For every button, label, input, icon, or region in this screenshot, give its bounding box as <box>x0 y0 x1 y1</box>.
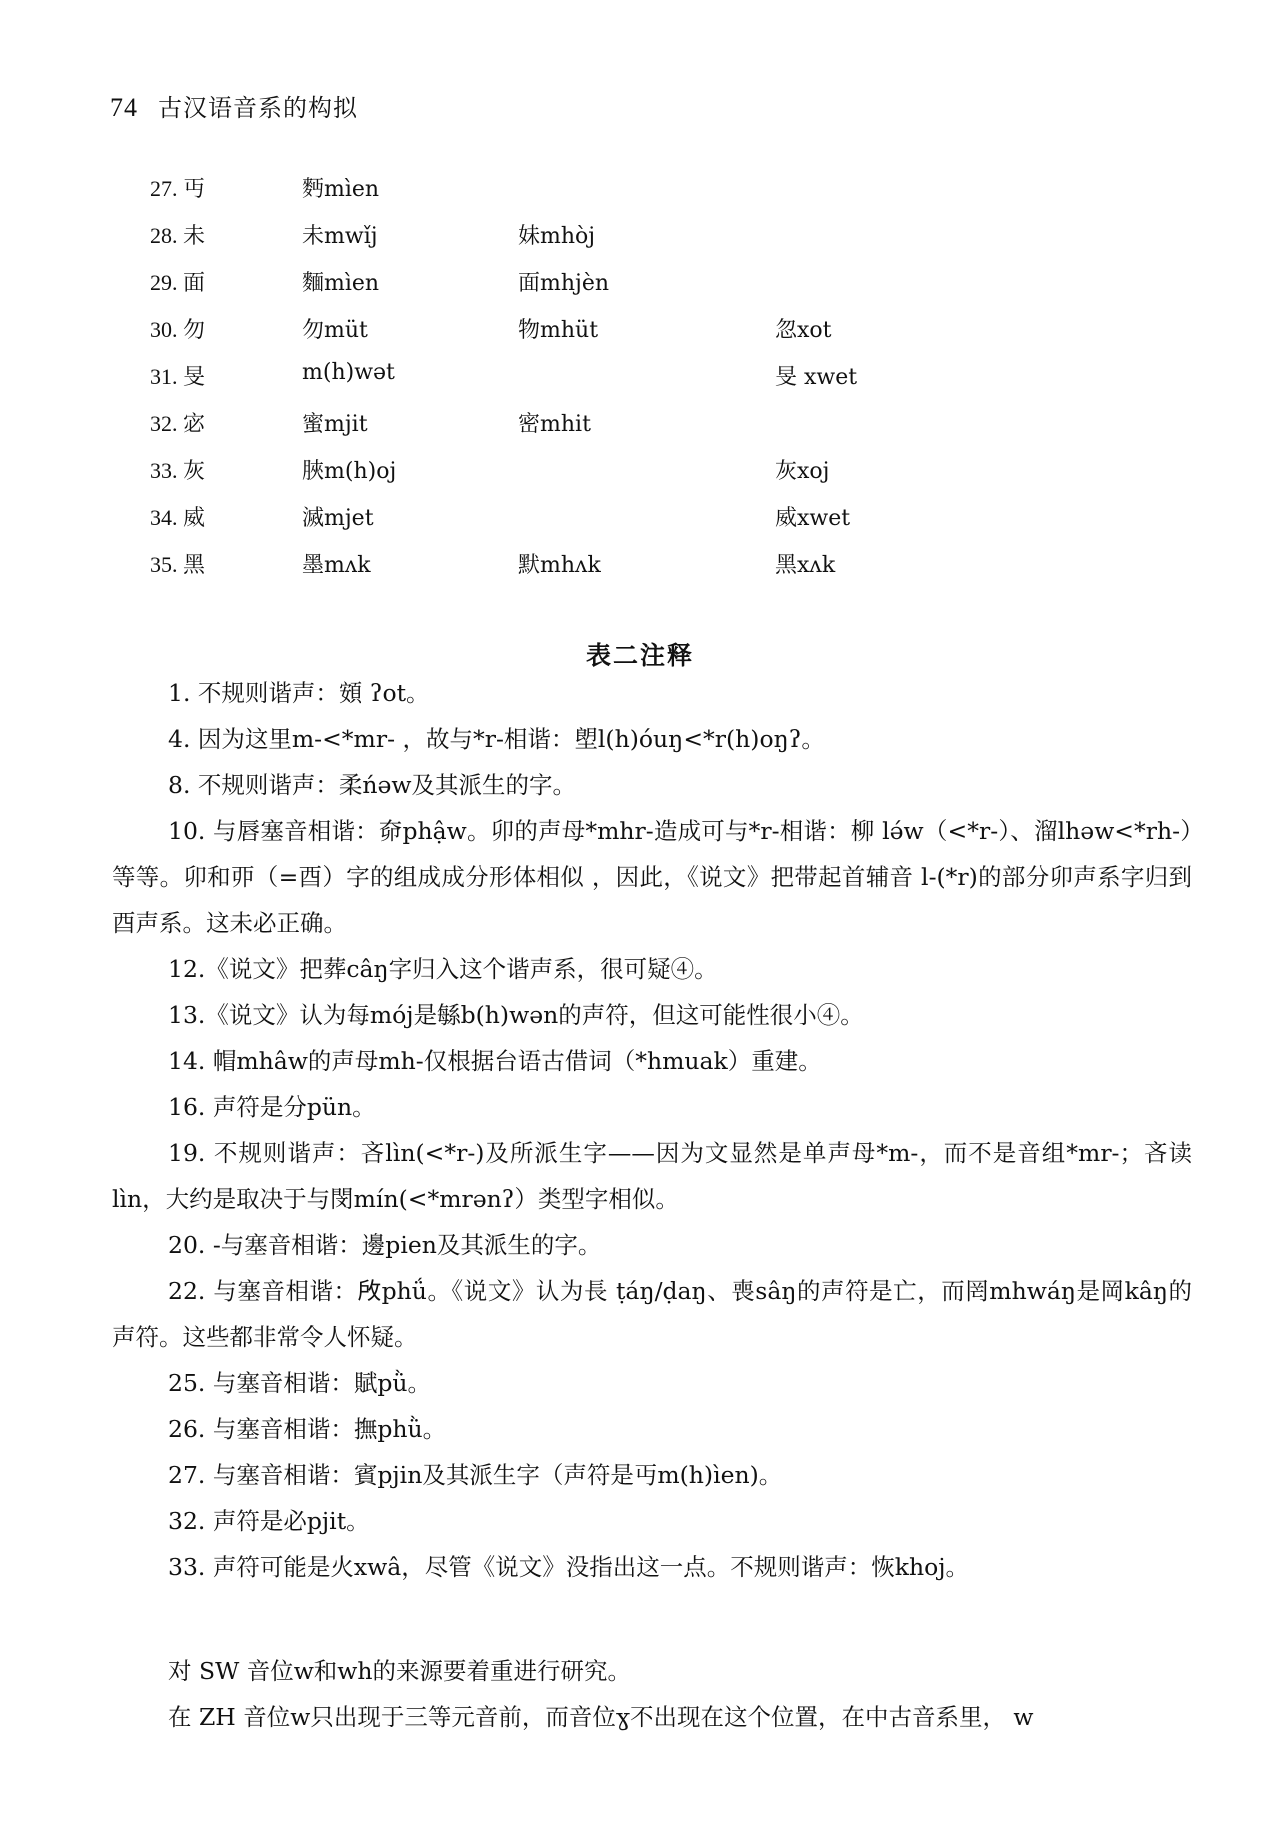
cell-col1: 麪mìen <box>302 177 380 202</box>
table-row <box>0 501 1280 548</box>
cell-col1: 未mwǐj <box>302 224 378 249</box>
row-number: 34. 威 <box>150 505 206 530</box>
cell-col1: 墨mʌk <box>302 553 371 578</box>
row-number: 30. 勿 <box>150 317 206 342</box>
cell-col3: 旻 xwet <box>775 365 858 390</box>
table-row <box>0 454 1280 501</box>
note-19: 19. 不规则谐声：吝lìn(<*r-)及所派生字——因为文显然是单声母*m-，而不是音组*mr-；吝读lìn，大约是取决于与閔mín(<*mrənʔ）类型字相似。 <box>112 1139 1192 1213</box>
cell-col2: 物mhüt <box>518 318 599 343</box>
note-26: 26. 与塞音相谐：撫phǜ。 <box>168 1415 447 1443</box>
table-row <box>0 172 1280 219</box>
cell-col1: 脥m(h)oj <box>302 459 397 484</box>
note-8: 8. 不规则谐声：柔ńəw及其派生的字。 <box>168 771 577 799</box>
cell-col3: 威xwet <box>775 506 851 531</box>
cell-col1: m(h)wət <box>302 360 395 385</box>
cell-col2: 妹mhòj <box>518 224 596 249</box>
table-row <box>0 313 1280 360</box>
cell-col3: 灰xoj <box>775 459 830 484</box>
row-number: 27. 丏 <box>150 176 206 201</box>
row-number: 35. 黑 <box>150 552 206 577</box>
notes-list <box>112 670 1192 1590</box>
cell-col1: 蜜mjit <box>302 412 368 437</box>
cell-col2: 面mhjèn <box>518 271 610 296</box>
row-number: 31. 旻 <box>150 364 206 389</box>
note-12: 12.《说文》把葬câŋ字归入这个谐声系，很可疑④。 <box>168 955 718 983</box>
table-row <box>0 219 1280 266</box>
book-title: 古汉语音系的构拟 <box>158 94 358 122</box>
note-14: 14. 帽mhâw的声母mh-仅根据台语古借词（*hmuak）重建。 <box>168 1047 822 1075</box>
body-paragraph: 对 SW 音位w和wh的来源要着重进行研究。 <box>168 1657 632 1685</box>
table-row <box>0 360 1280 407</box>
row-number: 32. 宓 <box>150 411 206 436</box>
note-13: 13.《说文》认为每mój是緐b(h)wən的声符，但这可能性很小④。 <box>168 1001 864 1029</box>
body-paragraph: 在 ZH 音位w只出现于三等元音前，而音位ɣ不出现在这个位置，在中古音系里， w <box>168 1703 1034 1731</box>
note-27: 27. 与塞音相谐：賓pjin及其派生字（声符是丏m(h)ìen)。 <box>168 1461 783 1489</box>
cell-col1: 滅mjet <box>302 506 374 531</box>
cell-col2: 密mhit <box>518 412 591 437</box>
notes-heading: 表二注释 <box>585 641 694 670</box>
cell-col1: 麵mìen <box>302 271 380 296</box>
table-row <box>0 266 1280 313</box>
row-number: 29. 面 <box>150 270 206 295</box>
row-number: 33. 灰 <box>150 458 206 483</box>
cell-col3: 忽xot <box>775 318 832 343</box>
note-25: 25. 与塞音相谐：賦pǜ。 <box>168 1369 432 1397</box>
note-4: 4. 因为这里m-<*mr- ，故与*r-相谐：塱l(h)óuŋ<*r(h)oŋʔ。 <box>168 725 825 753</box>
note-22: 22. 与塞音相谐：𢼄phǘ。《说文》认为長 ṭáŋ/ḍaŋ、喪sâŋ的声符是亡，而罔mhwáŋ是岡kâŋ的声符。这些都非常令人怀疑。 <box>112 1277 1192 1351</box>
table-row <box>0 407 1280 454</box>
cell-col3: 黑xʌk <box>775 553 836 578</box>
note-10: 10. 与唇塞音相谐：奅phậw。卯的声母*mhr-造成可与*r-相谐：柳 lə́w（<*r-）、溜lhəw<*rh-）等等。卯和丣（=酉）字的组成成分形体相似 ，因此，《说文》把带起首辅音 l-(*r)的部分卯声系字归到酉声系。这未必正确。 <box>112 817 1192 937</box>
note-32: 32. 声符是必pjit。 <box>168 1507 370 1535</box>
page-number: 74 <box>110 93 138 122</box>
note-16: 16. 声符是分pün。 <box>168 1093 376 1121</box>
cell-col2: 默mhʌk <box>518 553 601 578</box>
table-row <box>0 548 1280 595</box>
body-text <box>112 1648 1192 1740</box>
cell-col1: 勿müt <box>302 318 368 343</box>
row-number: 28. 未 <box>150 223 206 248</box>
note-20: 20. -与塞音相谐：邊pien及其派生的字。 <box>168 1231 602 1259</box>
running-header <box>110 88 358 123</box>
note-33: 33. 声符可能是火xwâ，尽管《说文》没指出这一点。不规则谐声：恢khoj。 <box>168 1553 970 1581</box>
phonetic-series-table <box>0 172 1280 595</box>
note-1: 1. 不规则谐声：頞 ʔot。 <box>168 679 430 707</box>
